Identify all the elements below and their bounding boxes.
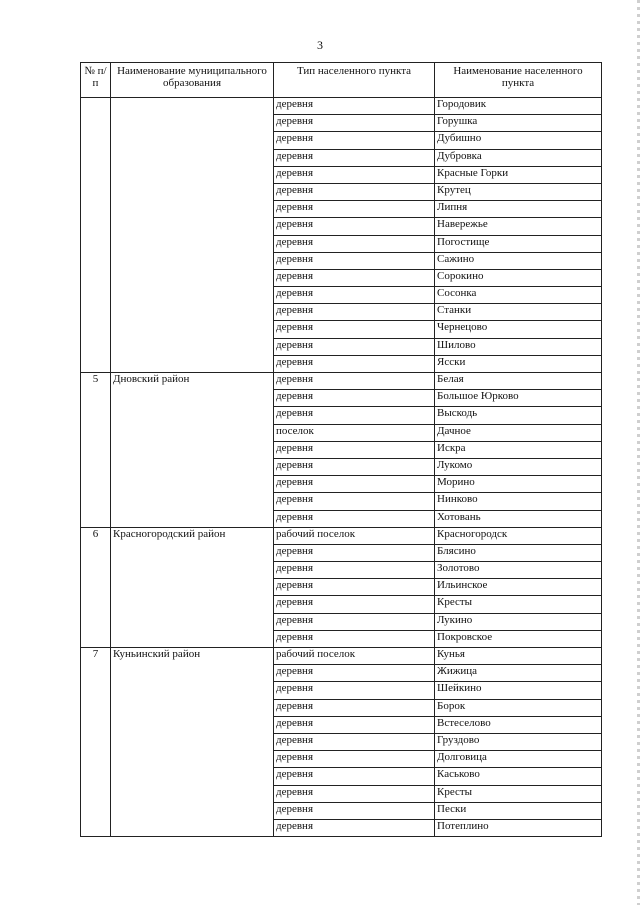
settlement-name: Морино <box>435 476 602 493</box>
settlement-name: Груздово <box>435 733 602 750</box>
settlement-type: деревня <box>274 596 435 613</box>
settlement-type: деревня <box>274 733 435 750</box>
settlement-type: деревня <box>274 373 435 390</box>
settlement-type: деревня <box>274 149 435 166</box>
table-row <box>81 527 602 544</box>
settlement-type: деревня <box>274 768 435 785</box>
page-number: 3 <box>317 38 323 52</box>
settlement-name: Горушка <box>435 115 602 132</box>
settlement-name: Кресты <box>435 596 602 613</box>
settlement-type: деревня <box>274 544 435 561</box>
settlement-type: деревня <box>274 630 435 647</box>
settlement-name: Дубровка <box>435 149 602 166</box>
settlements-table <box>80 62 602 837</box>
settlement-name: Станки <box>435 304 602 321</box>
settlement-type: деревня <box>274 441 435 458</box>
settlement-type: деревня <box>274 613 435 630</box>
settlement-name: Нинково <box>435 493 602 510</box>
settlement-type: деревня <box>274 304 435 321</box>
settlement-type: деревня <box>274 458 435 475</box>
settlement-name: Выскодь <box>435 407 602 424</box>
settlement-type: деревня <box>274 287 435 304</box>
settlement-name: Дачное <box>435 424 602 441</box>
table-row <box>81 98 602 115</box>
settlement-type: деревня <box>274 562 435 579</box>
settlement-name: Погостище <box>435 235 602 252</box>
settlement-name: Сажино <box>435 252 602 269</box>
settlement-name: Встеселово <box>435 716 602 733</box>
settlement-type: деревня <box>274 476 435 493</box>
settlement-name: Дубишно <box>435 132 602 149</box>
settlement-name: Блясино <box>435 544 602 561</box>
settlement-type: деревня <box>274 785 435 802</box>
settlement-name: Красные Горки <box>435 166 602 183</box>
settlement-type: поселок <box>274 424 435 441</box>
settlement-name: Ильинское <box>435 579 602 596</box>
header-settlement-name: Наименование населенного пункта <box>435 63 602 98</box>
row-number <box>81 98 111 373</box>
municipality-name: Дновский район <box>111 373 274 528</box>
settlement-name: Красногородск <box>435 527 602 544</box>
settlement-type: деревня <box>274 235 435 252</box>
settlement-type: деревня <box>274 716 435 733</box>
settlement-name: Большое Юрково <box>435 390 602 407</box>
settlement-name: Лукомо <box>435 458 602 475</box>
settlement-type: деревня <box>274 802 435 819</box>
settlement-name: Кунья <box>435 648 602 665</box>
row-number: 6 <box>81 527 111 647</box>
settlement-type: деревня <box>274 510 435 527</box>
settlement-type: деревня <box>274 218 435 235</box>
settlement-type: деревня <box>274 269 435 286</box>
settlement-name: Хотовань <box>435 510 602 527</box>
settlement-name: Чернецово <box>435 321 602 338</box>
settlement-name: Липня <box>435 201 602 218</box>
settlement-name: Пески <box>435 802 602 819</box>
settlement-name: Ясски <box>435 355 602 372</box>
settlement-name: Шилово <box>435 338 602 355</box>
settlement-name: Крутец <box>435 183 602 200</box>
settlement-name: Потеплино <box>435 819 602 836</box>
settlement-name: Навережье <box>435 218 602 235</box>
settlement-type: деревня <box>274 493 435 510</box>
header-settlement-type: Тип населенного пункта <box>274 63 435 98</box>
row-number: 7 <box>81 648 111 837</box>
settlement-name: Долговица <box>435 751 602 768</box>
municipality-name <box>111 98 274 373</box>
settlement-name: Сосонка <box>435 287 602 304</box>
settlement-name: Сорокино <box>435 269 602 286</box>
header-number: № п/п <box>81 63 111 98</box>
settlement-name: Кресты <box>435 785 602 802</box>
table-row <box>81 373 602 390</box>
settlement-type: деревня <box>274 166 435 183</box>
settlement-name: Белая <box>435 373 602 390</box>
settlement-type: деревня <box>274 390 435 407</box>
settlement-type: деревня <box>274 321 435 338</box>
settlement-name: Борок <box>435 699 602 716</box>
table-body <box>81 98 602 837</box>
settlement-type: деревня <box>274 252 435 269</box>
table-header-row <box>81 63 602 98</box>
settlement-type: деревня <box>274 682 435 699</box>
settlement-type: рабочий поселок <box>274 648 435 665</box>
header-municipality: Наименование муниципального образования <box>111 63 274 98</box>
table-row <box>81 648 602 665</box>
settlement-type: деревня <box>274 115 435 132</box>
settlement-name: Искра <box>435 441 602 458</box>
settlement-name: Покровское <box>435 630 602 647</box>
municipality-name: Куньинский район <box>111 648 274 837</box>
settlement-type: деревня <box>274 699 435 716</box>
settlement-type: деревня <box>274 183 435 200</box>
settlement-type: деревня <box>274 98 435 115</box>
settlement-name: Лукино <box>435 613 602 630</box>
settlement-name: Шейкино <box>435 682 602 699</box>
settlement-type: деревня <box>274 355 435 372</box>
settlement-type: деревня <box>274 665 435 682</box>
settlement-type: деревня <box>274 579 435 596</box>
settlement-type: деревня <box>274 201 435 218</box>
settlement-name: Золотово <box>435 562 602 579</box>
settlement-type: рабочий поселок <box>274 527 435 544</box>
settlement-name: Каськово <box>435 768 602 785</box>
settlement-type: деревня <box>274 338 435 355</box>
settlement-type: деревня <box>274 819 435 836</box>
settlement-name: Городовик <box>435 98 602 115</box>
settlement-type: деревня <box>274 132 435 149</box>
municipality-name: Красногородский район <box>111 527 274 647</box>
settlement-type: деревня <box>274 407 435 424</box>
settlement-name: Жижица <box>435 665 602 682</box>
row-number: 5 <box>81 373 111 528</box>
settlement-type: деревня <box>274 751 435 768</box>
